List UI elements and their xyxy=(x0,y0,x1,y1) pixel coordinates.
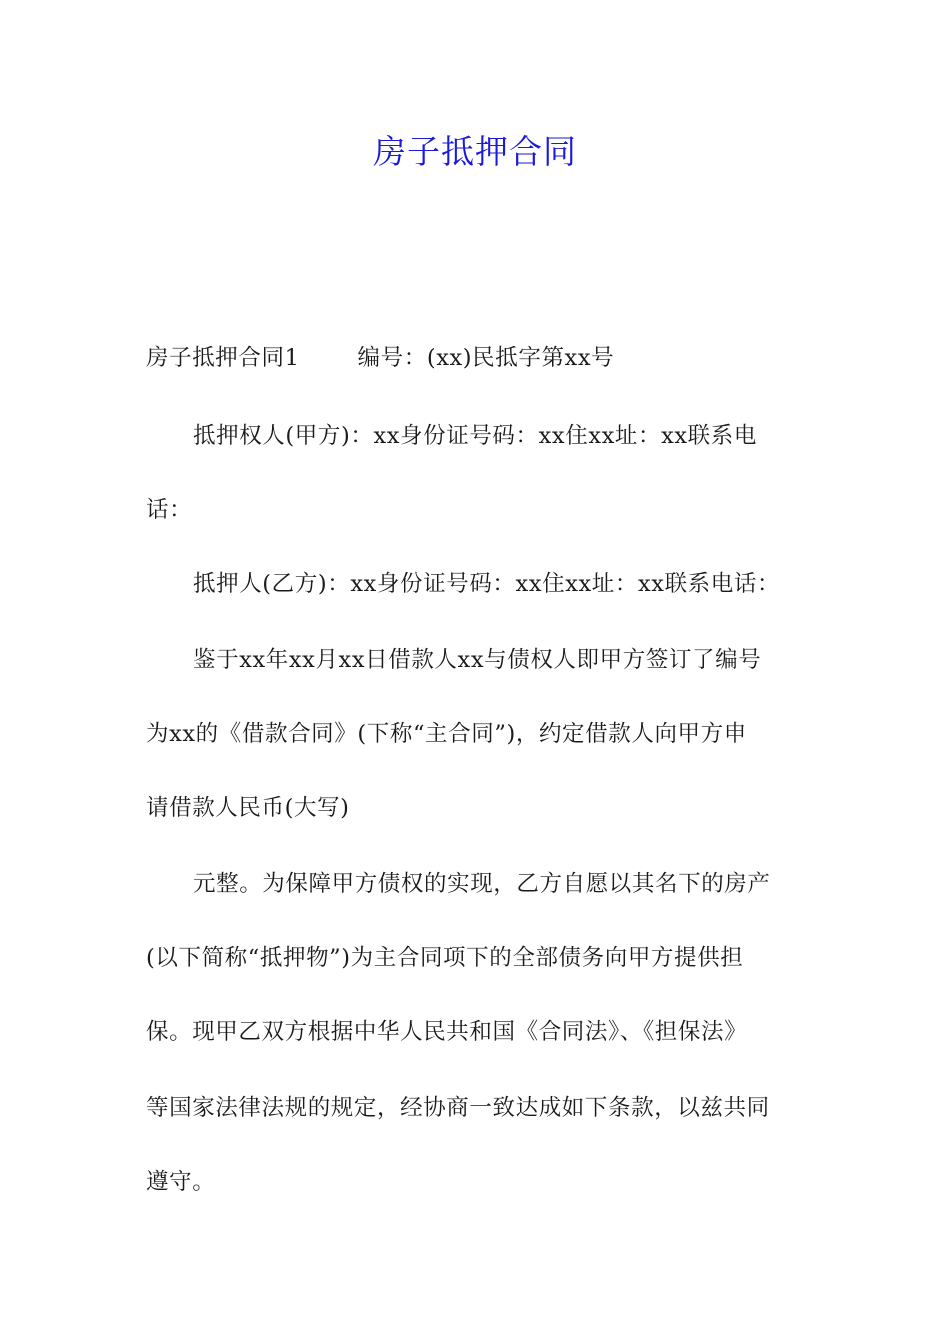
paragraph-line: 鉴于xx年xx月xx日借款人xx与债权人即甲方签订了编号 xyxy=(193,647,762,673)
paragraph-line: 等国家法律法规的规定，经协商一致达成如下条款，以兹共同 xyxy=(146,1095,770,1121)
contract-name: 房子抵押合同1 xyxy=(146,345,300,371)
contract-number: 编号：(xx)民抵字第xx号 xyxy=(357,345,615,371)
contract-header-line xyxy=(146,338,808,378)
paragraph-line: 遵守。 xyxy=(146,1169,216,1195)
party-a-line: 抵押权人(甲方)：xx身份证号码：xx住xx址：xx联系电 xyxy=(193,423,757,449)
paragraph-line: 元整。为保障甲方债权的实现，乙方自愿以其名下的房产 xyxy=(193,871,771,897)
document-title: 房子抵押合同 xyxy=(373,132,577,171)
paragraph-line: 保。现甲乙双方根据中华人民共和国《合同法》、《担保法》 xyxy=(146,1019,748,1045)
paragraph-line: 为xx的《借款合同》(下称“主合同”)，约定借款人向甲方申 xyxy=(146,721,747,747)
paragraph-line: (以下简称“抵押物”)为主合同项下的全部债务向甲方提供担 xyxy=(146,945,744,971)
party-a-line-cont: 话： xyxy=(146,497,193,523)
party-b-line: 抵押人(乙方)：xx身份证号码：xx住xx址：xx联系电话： xyxy=(193,571,781,597)
paragraph-line: 请借款人民币(大写) xyxy=(146,795,350,821)
